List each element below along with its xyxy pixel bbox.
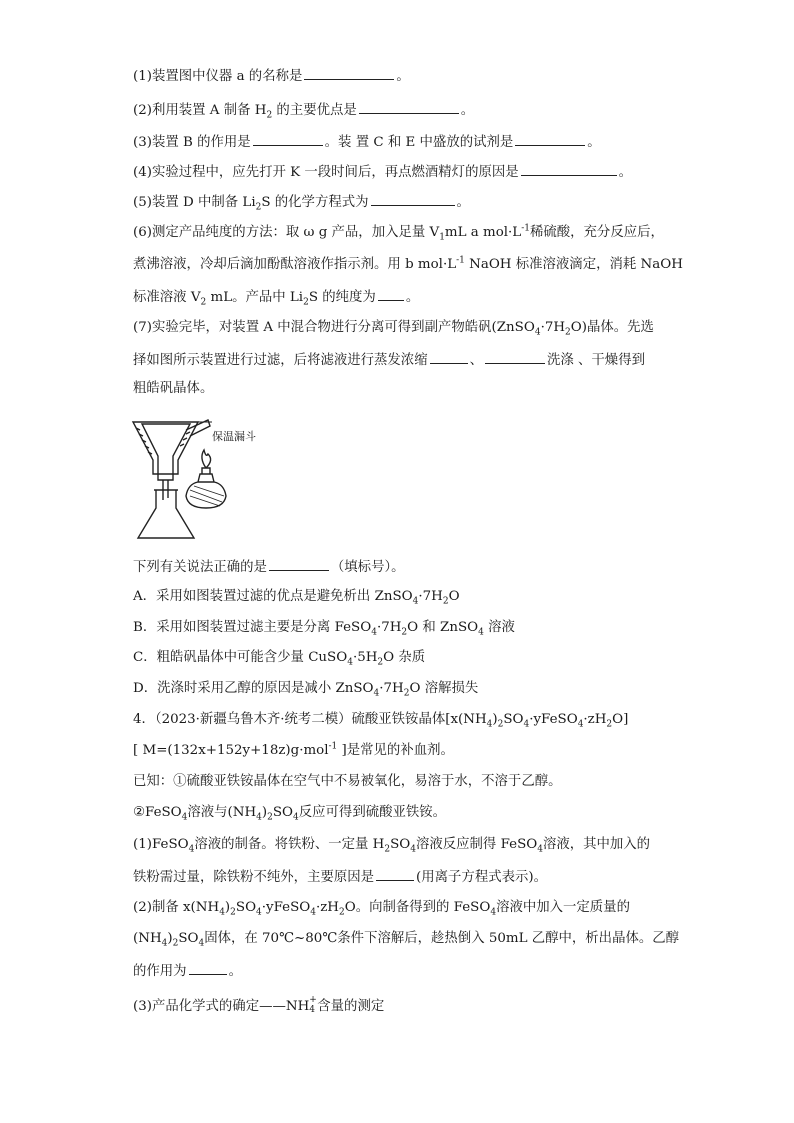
part-2-line-3: 的作用为 。 — [133, 961, 242, 981]
part-2-line-2: $(NH_4)_2SO_4$固体，在 70℃~80℃条件下溶解后，趁热倒入 50mL 乙醇中，析出晶体。乙醇 — [133, 931, 680, 949]
choice-prompt: 下列有关说法正确的是 （填标号）。 — [133, 557, 405, 577]
question-7-line-2: 择如图所示装置进行过滤，后将滤液进行蒸发浓缩 、 洗涤 、干燥得到 — [133, 350, 645, 370]
part-1-line-2: 铁粉需过量，除铁粉不纯外，主要原因是 (用离子方程式表示)。 — [133, 867, 547, 887]
option-b: B．采用如图装置过滤主要是分离 $FeSO_4\cdot 7H_2O$ 和 ZnSO$_4$ 溶液 — [133, 620, 515, 638]
question-7-line-1: (7)实验完毕，对装置 A 中混合物进行分离可得到副产物皓矾$(ZnSO_4\cdot 7H_2O)$晶体。先选 — [133, 320, 654, 338]
answer-blank — [359, 100, 459, 114]
question-6-line-3: 标准溶液 $V_2$ mL。产品中 $Li_2S$ 的纯度为 。 — [133, 287, 419, 307]
answer-blank — [521, 162, 617, 176]
answer-blank — [485, 350, 545, 364]
question-7-line-3: 粗皓矾晶体。 — [133, 381, 214, 396]
question-3: (3)装置 B 的作用是 。装 置 C 和 E 中盛放的试剂是 。 — [133, 132, 601, 152]
part-2-line-1: (2)制备 $x(NH_4)_2SO_4\cdot yFeSO_4\cdot zH_2O$。向制备得到的 FeSO$_4$溶液中加入一定质量的 — [133, 900, 630, 918]
answer-blank — [371, 192, 455, 206]
question-6-line-2: 煮沸溶液，冷却后滴加酚酞溶液作指示剂。用 b $mol\cdot L^{-1}$ NaOH 标准溶液滴定，消耗 NaOH — [133, 255, 683, 272]
question-5: (5)装置 D 中制备 $Li_2S$ 的化学方程式为 。 — [133, 192, 470, 212]
answer-blank — [430, 350, 468, 364]
option-a: A．采用如图装置过滤的优点是避免析出 $ZnSO_4\cdot 7H_2O$ — [133, 589, 460, 607]
answer-blank — [378, 287, 404, 301]
part-1-line-1: (1)FeSO$_4$溶液的制备。将铁粉、一定量 $H_2SO_4$溶液反应制得 FeSO$_4$溶液，其中加入的 — [133, 837, 651, 855]
question-6-line-1: (6)测定产品纯度的方法：取 ω g 产品，加入足量 $V_1mL$ a $mol\cdot L^{-1}$稀硫酸，充分反应后， — [133, 223, 664, 243]
answer-blank — [269, 557, 329, 571]
question-2: (2)利用装置 A 制备 $H_2$ 的主要优点是 。 — [133, 100, 474, 120]
answer-blank — [189, 961, 227, 975]
question-4-known-1: 已知：①硫酸亚铁铵晶体在空气中不易被氧化，易溶于水，不溶于乙醇。 — [133, 774, 562, 789]
option-d: D．洗涤时采用乙醇的原因是减小 $ZnSO_4\cdot 7H_2O$ 溶解损失 — [133, 681, 479, 699]
answer-blank — [515, 132, 585, 146]
question-4: (4)实验过程中，应先打开 K 一段时间后，再点燃酒精灯的原因是 。 — [133, 162, 632, 182]
question-4-stem-line-2: [ M=(132x+152y+18z)g·mol$^{-1}$ ]是常见的补血剂。 — [133, 741, 454, 758]
answer-blank — [304, 66, 394, 80]
part-3-line-1: (3)产品化学式的确定——NH + 4 含量的测定 — [133, 994, 385, 1015]
question-4-stem-line-1: 4．（2023·新疆乌鲁木齐·统考二模）硫酸亚铁铵晶体$[x(NH_4)_2SO_4\cdot yFeSO_4\cdot zH_2O]$ — [133, 712, 629, 730]
figure-label: 保温漏斗 — [212, 430, 256, 443]
question-4-known-2: ②FeSO$_4$溶液与$(NH_4)_2SO_4$反应可得到硫酸亚铁铵。 — [133, 805, 447, 823]
question-1: (1)装置图中仪器 a 的名称是 。 — [133, 66, 410, 86]
answer-blank — [253, 132, 323, 146]
option-c: C．粗皓矾晶体中可能含少量 $CuSO_4\cdot 5H_2O$ 杂质 — [133, 650, 426, 668]
filtration-apparatus-figure — [128, 412, 288, 542]
answer-blank — [376, 867, 414, 881]
